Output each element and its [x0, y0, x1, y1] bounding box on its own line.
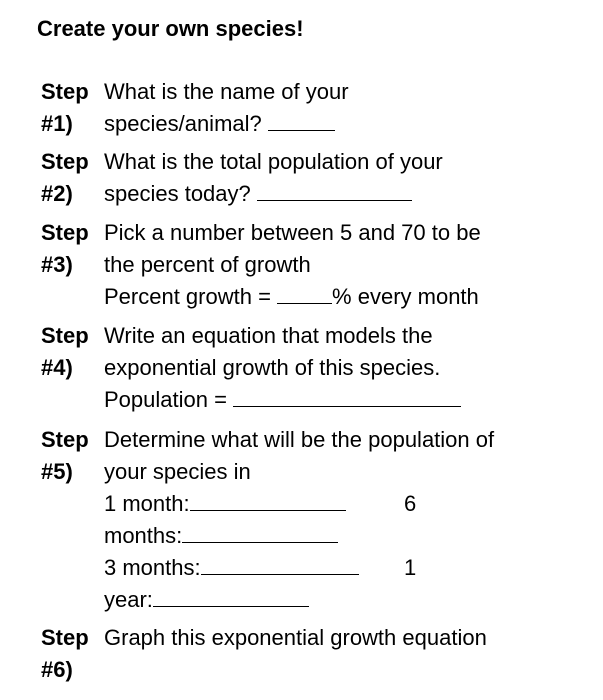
step-text: What is the name of your: [104, 79, 349, 104]
step-number: #6): [41, 657, 73, 682]
step-text: % every month: [332, 284, 479, 309]
step-word: Step: [41, 323, 89, 348]
worksheet-title: Create your own species!: [37, 16, 304, 41]
step-text: year:: [104, 587, 153, 612]
step-text: Write an equation that models the: [104, 323, 433, 348]
percent-growth-blank[interactable]: [277, 283, 332, 304]
step-text: your species in: [104, 459, 251, 484]
step-number: #5): [41, 459, 73, 484]
step-label: [41, 622, 103, 686]
step-label: [41, 76, 103, 140]
population-blank[interactable]: [257, 180, 412, 201]
six-months-blank[interactable]: [182, 522, 338, 543]
equation-blank[interactable]: [233, 386, 461, 407]
step-word: Step: [41, 427, 89, 452]
step-text: species/animal?: [104, 111, 268, 136]
step-number: #3): [41, 252, 73, 277]
step-text: 3 months:: [104, 555, 201, 580]
step-text: exponential growth of this species.: [104, 355, 441, 380]
step-text: Population =: [104, 387, 234, 412]
step-text: 6: [404, 491, 417, 516]
species-name-blank[interactable]: [268, 110, 335, 131]
step-text: Determine what will be the population of: [104, 427, 495, 452]
step-text: What is the total population of your: [104, 149, 443, 174]
step-text: species today?: [104, 181, 257, 206]
step-label: [41, 146, 103, 210]
one-month-blank[interactable]: [190, 490, 346, 511]
step-number: #4): [41, 355, 73, 380]
one-year-blank[interactable]: [153, 586, 309, 607]
step-label: [41, 217, 103, 281]
step-word: Step: [41, 625, 89, 650]
step-text: Pick a number between 5 and 70 to be: [104, 220, 481, 245]
step-text: 1: [404, 555, 417, 580]
step-word: Step: [41, 149, 89, 174]
step-text: months:: [104, 523, 183, 548]
step-text: 1 month:: [104, 491, 190, 516]
step-label: [41, 424, 103, 488]
step-number: #1): [41, 111, 73, 136]
step-number: #2): [41, 181, 73, 206]
step-label: [41, 320, 103, 384]
step-text: Percent growth =: [104, 284, 278, 309]
step-text: Graph this exponential growth equation: [104, 625, 487, 650]
step-text: the percent of growth: [104, 252, 311, 277]
step-word: Step: [41, 79, 89, 104]
step-word: Step: [41, 220, 89, 245]
three-months-blank[interactable]: [201, 554, 359, 575]
